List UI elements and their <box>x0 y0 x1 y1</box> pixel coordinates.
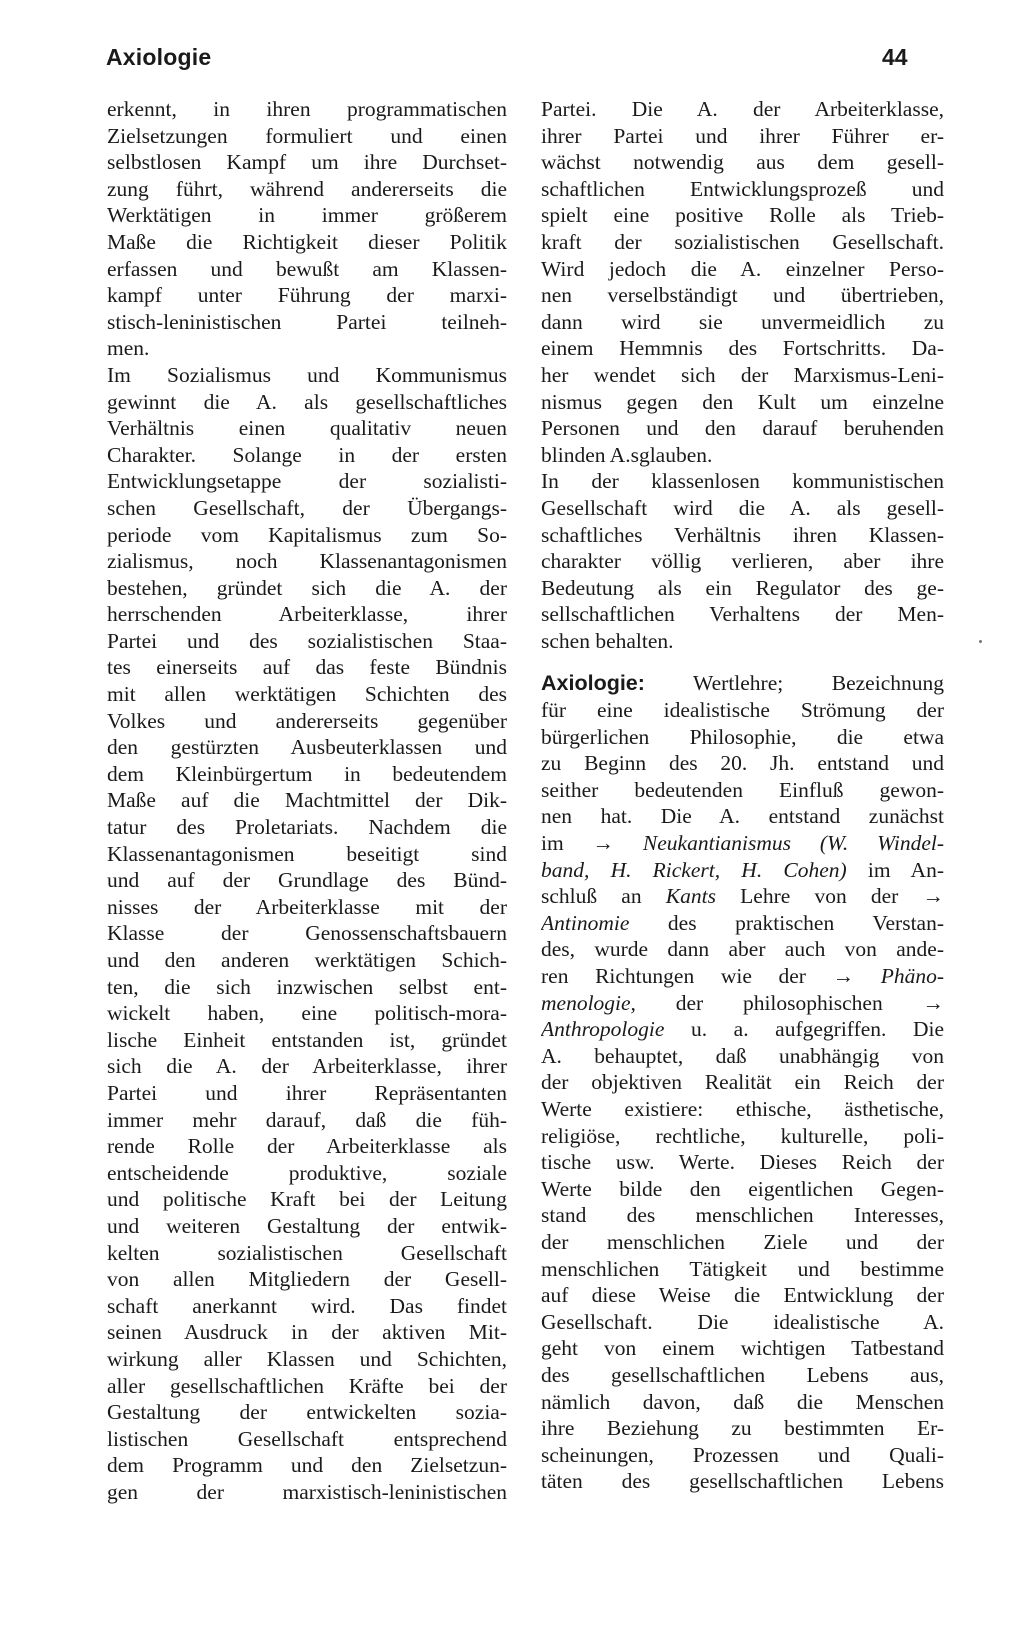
ref-phaenomenologie[interactable]: Phäno- <box>880 964 944 988</box>
text-line: religiöse, rechtliche, kulturelle, poli- <box>541 1123 944 1148</box>
text-line: stand des menschlichen Interesses, <box>541 1203 944 1228</box>
text-line: des, wurde dann aber auch von ande- <box>541 937 944 962</box>
text-line: Verhältnis einen qualitativ neuen <box>107 416 507 441</box>
text-line: dem Programm und den Zielsetzun- <box>107 1453 507 1478</box>
print-speck <box>979 640 982 643</box>
text-line: immer mehr darauf, daß die füh- <box>107 1107 507 1132</box>
text-line: und auf der Grundlage des Bünd- <box>107 868 507 893</box>
text-line: Zielsetzungen formuliert und einen <box>107 123 507 148</box>
text-line: nen verselbständigt und übertrieben, <box>541 283 944 308</box>
text-line: aller gesellschaftlichen Kräfte bei der <box>107 1373 507 1398</box>
text-line: Bedeutung als ein Regulator des ge- <box>541 575 944 600</box>
text-line: Maße die Richtigkeit dieser Politik <box>107 229 507 254</box>
text-line: menologie, der philosophischen → <box>541 990 944 1015</box>
text-line: Wird jedoch die A. einzelner Perso- <box>541 256 944 281</box>
text-line: lische Einheit entstanden ist, gründet <box>107 1027 507 1052</box>
text-line: band, H. Rickert, H. Cohen) im An- <box>541 857 944 882</box>
entry-text-b <box>541 1043 944 1495</box>
reference-arrow-icon: → <box>832 964 855 988</box>
text-line: charakter völlig verlieren, aber ihre <box>541 549 944 574</box>
text-line: Anthropologie u. a. aufgegriffen. Die <box>541 1017 944 1042</box>
page-number: 44 <box>882 44 908 70</box>
text-line: Gesellschaft. Die idealistische A. <box>541 1309 944 1334</box>
text-line: zu Beginn des 20. Jh. entstand und <box>541 751 944 776</box>
ref-neukantianismus-cont: band, H. Rickert, H. Cohen) <box>541 857 847 882</box>
text-line: entscheidende produktive, soziale <box>107 1160 507 1185</box>
entry-gap <box>541 654 944 670</box>
text-line: zialismus, noch Klassenantagonismen <box>107 549 507 574</box>
text-line: Werktätigen in immer größerem <box>107 203 507 228</box>
text-line: tatur des Proletariats. Nachdem die <box>107 815 507 840</box>
text-line: bestehen, gründet sich die A. der <box>107 575 507 600</box>
ref-anthropologie[interactable]: Anthropologie <box>541 1017 665 1042</box>
text-line: von allen Mitgliedern der Gesell- <box>107 1267 507 1292</box>
text-line: selbstlosen Kampf um ihre Durchset- <box>107 150 507 175</box>
text-line: nen hat. Die A. entstand zunächst <box>541 804 944 829</box>
text-line: men. <box>107 336 150 361</box>
text-line: täten des gesellschaftlichen Lebens <box>541 1469 944 1494</box>
text-line: Klasse der Genossenschaftsbauern <box>107 921 507 946</box>
text-line: listischen Gesellschaft entsprechend <box>107 1426 507 1451</box>
text-line: dem Kleinbürgertum in bedeutendem <box>107 761 507 786</box>
text-line: Gestaltung der entwickelten sozia- <box>107 1400 507 1425</box>
text-line: scheinungen, Prozessen und Quali- <box>541 1442 944 1467</box>
right-column-continuation <box>541 96 944 654</box>
text-line: In der klassenlosen kommunistischen <box>541 469 944 494</box>
right-column <box>541 96 944 1495</box>
text-line: sich die A. der Arbeiterklasse, ihrer <box>107 1054 507 1079</box>
text-line: Personen und den darauf beruhenden <box>541 416 944 441</box>
text-line: Partei. Die A. der Arbeiterklasse, <box>541 97 944 121</box>
text-line: einem Hemmnis des Fortschritts. Da- <box>541 336 944 361</box>
text-line: der objektiven Realität ein Reich der <box>541 1070 944 1095</box>
text-line: ihre Beziehung zu bestimmten Er- <box>541 1416 944 1441</box>
text-line: Im Sozialismus und Kommunismus <box>107 362 507 387</box>
text-line: seinen Ausdruck in der aktiven Mit- <box>107 1320 507 1345</box>
text-line: Maße auf die Machtmittel der Dik- <box>107 788 507 813</box>
text-line: Gesellschaft wird die A. als gesell- <box>541 495 944 520</box>
text-line: erkennt, in ihren programmatischen <box>107 97 507 121</box>
text-line: schaftliches Verhältnis ihren Klassen- <box>541 522 944 547</box>
text-line: wickelt haben, eine politisch-mora- <box>107 1001 507 1026</box>
text-line: schluß an Kants Lehre von der → <box>541 884 944 909</box>
text-line: gewinnt die A. als gesellschaftliches <box>107 389 507 414</box>
text-line: kampf unter Führung der marxi- <box>107 283 507 308</box>
text-line: stisch-leninistischen Partei teilneh- <box>107 309 507 334</box>
ref-phaenomenologie-cont: menologie, <box>541 990 636 1015</box>
text-line: schaftlichen Entwicklungsprozeß und <box>541 176 944 201</box>
text-line: für eine idealistische Strömung der <box>541 698 944 723</box>
text-line: im → Neukantianismus (W. Windel- <box>541 831 944 856</box>
ref-antinomie[interactable]: Antinomie <box>541 910 630 935</box>
ref-kants: Kants <box>665 884 716 909</box>
reference-arrow-icon: → <box>922 884 944 909</box>
text-line: Volkes und andererseits gegenüber <box>107 708 507 733</box>
text-line: geht von einem wichtigen Tatbestand <box>541 1336 944 1361</box>
text-line: seither bedeutenden Einfluß gewon- <box>541 777 944 802</box>
text-line: und weiteren Gestaltung der entwik- <box>107 1213 507 1238</box>
text-line: herrschenden Arbeiterklasse, ihrer <box>107 602 507 627</box>
text-line: ren Richtungen wie der → Phäno- <box>541 964 944 988</box>
entry-headword: Axiologie: <box>541 671 645 696</box>
reference-arrow-icon: → <box>592 831 615 856</box>
text-line: periode vom Kapitalismus zum So- <box>107 522 507 547</box>
text-line: und den anderen werktätigen Schich- <box>107 948 507 972</box>
text-line: rende Rolle der Arbeiterklasse als <box>107 1134 507 1159</box>
text-line: her wendet sich der Marxismus-Leni- <box>541 362 944 387</box>
text-line: schen behalten. <box>541 628 674 653</box>
text-line: ten, die sich inzwischen selbst ent- <box>107 974 507 999</box>
text-line: den gestürzten Ausbeuterklassen und <box>107 735 507 760</box>
running-head: Axiologie <box>106 44 212 70</box>
text-line: dann wird sie unvermeidlich zu <box>541 309 944 334</box>
text-line: Partei und ihrer Repräsentanten <box>107 1080 507 1105</box>
text-line: tische usw. Werte. Dieses Reich der <box>541 1150 944 1175</box>
text-line: und politische Kraft bei der Leitung <box>107 1187 507 1212</box>
text-line: schen Gesellschaft, der Übergangs- <box>107 495 507 520</box>
text-line: Partei und des sozialistischen Staa- <box>107 628 507 653</box>
text-line: Antinomie des praktischen Verstan- <box>541 910 944 935</box>
text-line: Werte existiere: ethische, ästhetische, <box>541 1096 944 1121</box>
text-line: nismus gegen den Kult um einzelne <box>541 389 944 414</box>
text-line: spielt eine positive Rolle als Trieb- <box>541 203 944 228</box>
entry-text-a <box>541 697 944 830</box>
text-line: gen der marxistisch-leninistischen <box>107 1479 507 1504</box>
text-line: menschlichen Tätigkeit und bestimme <box>541 1256 944 1281</box>
text-line: mit allen werktätigen Schichten des <box>107 682 507 707</box>
text-line: des gesellschaftlichen Lebens aus, <box>541 1362 944 1387</box>
text-line: der menschlichen Ziele und der <box>541 1229 944 1254</box>
left-column <box>107 96 507 1505</box>
text-line: tes einerseits auf das feste Bündnis <box>107 655 507 680</box>
text-line: schaft anerkannt wird. Das findet <box>107 1293 507 1318</box>
text-line: kraft der sozialistischen Gesellschaft. <box>541 229 944 254</box>
text-line: zung führt, während andererseits die <box>107 176 507 201</box>
text-line: A. behauptet, daß unabhängig von <box>541 1043 944 1068</box>
text-line: wächst notwendig aus dem gesell- <box>541 150 944 175</box>
text-line: wirkung aller Klassen und Schichten, <box>107 1346 507 1371</box>
text-line: auf diese Weise die Entwicklung der <box>541 1283 944 1308</box>
text-line: Axiologie: Wertlehre; Bezeichnung <box>541 671 944 696</box>
entry-axiologie <box>541 670 944 1494</box>
text-line: nämlich davon, daß die Menschen <box>541 1389 944 1414</box>
text-line: bürgerlichen Philosophie, die etwa <box>541 724 944 749</box>
text-line: Werte bilde den eigentlichen Gegen- <box>541 1176 944 1201</box>
text-line: blinden A.sglauben. <box>541 442 713 467</box>
text-line: ihrer Partei und ihrer Führer er- <box>541 123 944 148</box>
text-line: erfassen und bewußt am Klassen- <box>107 256 507 281</box>
text-line: nisses der Arbeiterklasse mit der <box>107 894 507 919</box>
text-line: kelten sozialistischen Gesellschaft <box>107 1240 507 1265</box>
text-line: Entwicklungsetappe der sozialisti- <box>107 469 507 494</box>
reference-arrow-icon: → <box>922 990 944 1015</box>
ref-neukantianismus[interactable]: Neukantianismus (W. Windel- <box>642 831 944 856</box>
text-line: sellschaftlichen Verhaltens der Men- <box>541 602 944 627</box>
text-line: Charakter. Solange in der ersten <box>107 442 507 467</box>
text-line: Klassenantagonismen beseitigt sind <box>107 841 507 866</box>
